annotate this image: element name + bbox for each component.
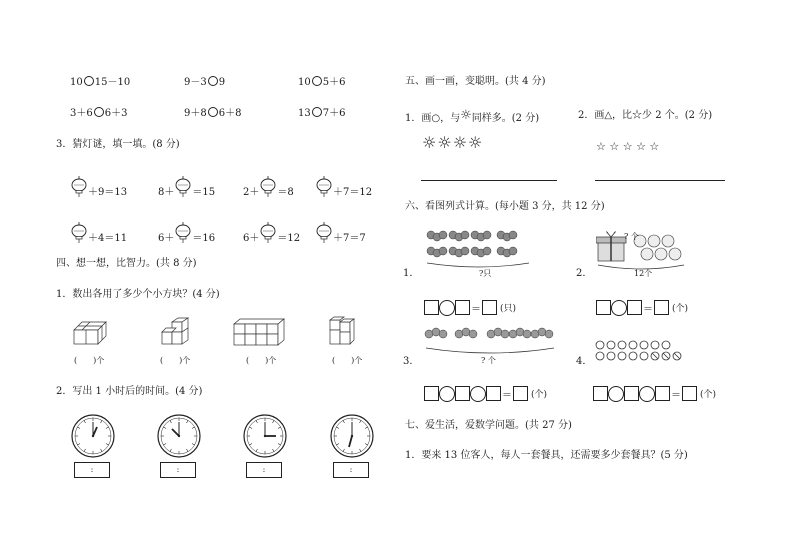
answer-box[interactable] bbox=[424, 300, 439, 315]
total-label: 12个 bbox=[634, 269, 653, 278]
answer-box[interactable] bbox=[593, 386, 608, 401]
question-title: 1．画○，与☼同样多。(2 分) bbox=[405, 108, 540, 124]
question-number: 3． bbox=[403, 356, 420, 367]
question-title: 3．猜灯谜，填一填。(8 分) bbox=[56, 139, 180, 150]
equation-row: ＝ (个) bbox=[424, 383, 547, 402]
question-mark-label: ? 个 bbox=[624, 232, 639, 241]
clock-4 bbox=[330, 414, 374, 458]
lantern-icon[interactable] bbox=[174, 222, 192, 244]
riddle-item: 2＋ ＝8 bbox=[243, 176, 294, 199]
star-row: ☆ ☆ ☆ ☆ ☆ bbox=[596, 140, 660, 153]
question-title: 1．数出各用了多少个小方块？(4 分) bbox=[56, 289, 220, 300]
compare-circle[interactable] bbox=[94, 107, 104, 117]
operator-circle[interactable] bbox=[470, 386, 486, 402]
section-title: 四、想一想，比智力。(共 8 分) bbox=[56, 258, 197, 269]
question-mark-label: ?只 bbox=[479, 269, 492, 278]
compare-circle[interactable] bbox=[84, 76, 94, 86]
question-title: 1．要来 13 位客人，每人一套餐具，还需要多少套餐具？(5 分) bbox=[405, 450, 688, 461]
answer-box[interactable] bbox=[682, 386, 697, 401]
riddle-item: ＋7＝7 bbox=[315, 222, 366, 245]
lantern-icon[interactable] bbox=[174, 176, 192, 198]
answer-box[interactable] bbox=[627, 300, 642, 315]
lantern-icon[interactable] bbox=[259, 222, 277, 244]
operator-circle[interactable] bbox=[611, 300, 627, 316]
time-answer-box[interactable]: : bbox=[74, 462, 110, 478]
section-title: 五、画一画，变聪明。(共 4 分) bbox=[405, 76, 546, 87]
lantern-icon[interactable] bbox=[70, 176, 88, 198]
clock-1 bbox=[71, 414, 115, 458]
compare-circle[interactable] bbox=[208, 76, 218, 86]
answer-box[interactable] bbox=[424, 386, 439, 401]
lantern-icon[interactable] bbox=[70, 222, 88, 244]
section-title: 七、爱生活，爱数学问题。(共 27 分) bbox=[405, 420, 572, 431]
clock-2 bbox=[157, 414, 201, 458]
question-number: 2． bbox=[576, 268, 593, 279]
answer-box[interactable] bbox=[482, 300, 497, 315]
operator-circle[interactable] bbox=[608, 386, 624, 402]
compare-circle[interactable] bbox=[312, 76, 322, 86]
sun-row: ☼☼☼☼ bbox=[422, 133, 484, 152]
section-title: 六、看图列式计算。(每小题 3 分，共 12 分) bbox=[405, 201, 605, 212]
draw-answer-line[interactable] bbox=[421, 180, 557, 181]
compare-item: 3＋6 6＋3 bbox=[70, 108, 128, 119]
question-number: 1． bbox=[403, 268, 420, 279]
compare-circle[interactable] bbox=[312, 107, 322, 117]
cube-figure-1 bbox=[72, 316, 112, 348]
answer-box[interactable] bbox=[596, 300, 611, 315]
compare-circle[interactable] bbox=[208, 107, 218, 117]
gift-apples-picture bbox=[596, 229, 688, 273]
riddle-item: 8＋ ＝15 bbox=[158, 176, 215, 199]
time-answer-box[interactable]: : bbox=[160, 462, 196, 478]
compare-item: 9－3 9 bbox=[184, 77, 226, 88]
time-answer-box[interactable]: : bbox=[333, 462, 369, 478]
equation-row: ＝ (个) bbox=[596, 297, 688, 316]
riddle-item: ＋4＝11 bbox=[70, 222, 127, 245]
riddle-item: ＋9＝13 bbox=[70, 176, 127, 199]
question-number: 4． bbox=[576, 356, 593, 367]
draw-answer-line[interactable] bbox=[595, 180, 725, 181]
answer-box[interactable] bbox=[513, 386, 528, 401]
riddle-item: 6＋ ＝16 bbox=[158, 222, 215, 245]
answer-box[interactable] bbox=[455, 300, 470, 315]
compare-item: 10 5＋6 bbox=[298, 77, 346, 88]
question-title: 2．写出 1 小时后的时间。(4 分) bbox=[56, 386, 203, 397]
answer-blank[interactable]: ( )个 bbox=[74, 356, 105, 365]
operator-circle[interactable] bbox=[639, 386, 655, 402]
answer-blank[interactable]: ( )个 bbox=[160, 356, 191, 365]
cube-figure-2 bbox=[160, 316, 200, 348]
answer-box[interactable] bbox=[486, 386, 501, 401]
riddle-item: ＋7＝12 bbox=[315, 176, 372, 199]
cube-figure-4 bbox=[326, 316, 366, 348]
lantern-icon[interactable] bbox=[315, 222, 333, 244]
question-title: 2．画△，比☆少 2 个。(2 分) bbox=[578, 110, 713, 121]
answer-box[interactable] bbox=[654, 300, 669, 315]
compare-item: 10 15－10 bbox=[70, 77, 131, 88]
lantern-icon[interactable] bbox=[259, 176, 277, 198]
time-answer-box[interactable]: : bbox=[246, 462, 282, 478]
sun-icon: ☼ bbox=[460, 108, 472, 123]
operator-circle[interactable] bbox=[439, 386, 455, 402]
question-mark-label: ? 个 bbox=[481, 356, 496, 365]
lantern-icon[interactable] bbox=[315, 176, 333, 198]
answer-box[interactable] bbox=[655, 386, 670, 401]
equation-row: ＝ (个) bbox=[593, 383, 716, 402]
cube-figure-3 bbox=[232, 316, 292, 348]
answer-box[interactable] bbox=[624, 386, 639, 401]
circles-picture bbox=[594, 340, 690, 366]
answer-blank[interactable]: ( )个 bbox=[246, 356, 277, 365]
operator-circle[interactable] bbox=[439, 300, 455, 316]
compare-item: 13 7＋6 bbox=[298, 108, 346, 119]
answer-box[interactable] bbox=[455, 386, 470, 401]
clock-3 bbox=[243, 414, 287, 458]
compare-item: 9＋8 6＋8 bbox=[184, 108, 242, 119]
riddle-item: 6＋ ＝12 bbox=[243, 222, 300, 245]
equation-row: ＝ (只) bbox=[424, 297, 516, 316]
answer-blank[interactable]: ( )个 bbox=[332, 356, 363, 365]
